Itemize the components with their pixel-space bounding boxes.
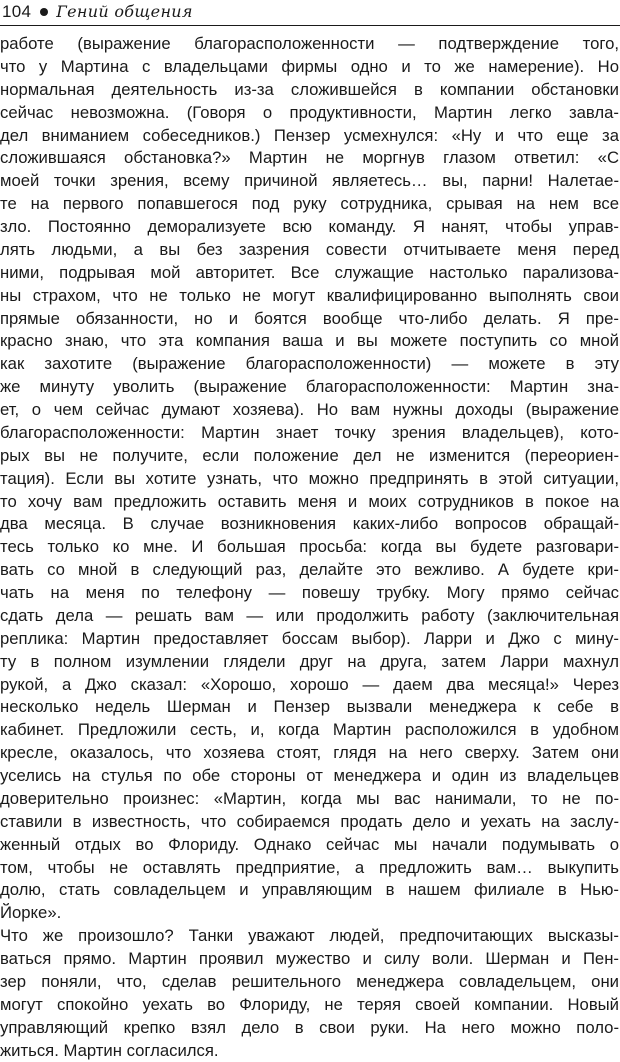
text-line: Йорке».: [0, 902, 619, 925]
text-line: чать на меня по телефону — повешу трубку. Могу прямо сейчас: [0, 582, 619, 605]
text-line: могут спокойно уехать во Флориду, не теряя своей компании. Новый: [0, 994, 619, 1017]
text-line: вать со мной в следующий раз, делайте это вежливо. А будете кри-: [0, 559, 619, 582]
text-line: тация). Если вы хотите узнать, что можно предпринять в этой ситуации,: [0, 468, 619, 491]
text-line: что у Мартина с владельцами фирмы одно и то же намерение). Но: [0, 56, 619, 79]
text-line: житься. Мартин согласился.: [0, 1040, 619, 1062]
text-line: женный отдых во Флориду. Однако сейчас мы начали подумывать о: [0, 834, 619, 857]
text-line: несколько недель Шерман и Пензер вызвали менеджера к себе в: [0, 696, 619, 719]
running-title: Гений общения: [56, 2, 193, 22]
text-line: прямые обязанности, но и боятся вообще что-либо делать. Я пре-: [0, 308, 619, 331]
body-text: [0, 33, 619, 1062]
text-line: моей точки зрения, всему причиной являетесь… вы, парни! Налетае-: [0, 170, 619, 193]
text-line: ними, подрывая мой авторитет. Все служащие настолько парализова-: [0, 262, 619, 285]
bullet-dot-icon: [40, 8, 48, 16]
text-line: долю, стать совладельцем и управляющим в нашем филиале в Нью-: [0, 879, 619, 902]
text-line: зло. Постоянно деморализуете всю команду. Я нанят, чтобы управ-: [0, 216, 619, 239]
text-line: сдать дела — решать вам — или продолжить работу (заключительная: [0, 605, 619, 628]
text-line: красно знаю, что эта компания ваша и вы можете поступить со мной: [0, 330, 619, 353]
text-line: ту в полном изумлении глядели друг на друга, затем Ларри махнул: [0, 651, 619, 674]
text-line: рукой, а Джо сказал: «Хорошо, хорошо — даем два месяца!» Через: [0, 674, 619, 697]
header-divider: [0, 25, 620, 26]
text-line: лять людьми, а вы без зазрения совести отчитываете меня перед: [0, 239, 619, 262]
text-line: те на первого попавшегося под руку сотрудника, срывая на нем все: [0, 193, 619, 216]
text-line: как захотите (выражение благорасположенности) — можете в эту: [0, 353, 619, 376]
text-line: дел вниманием собеседников.) Пензер усмехнулся: «Ну и что еще за: [0, 125, 619, 148]
text-line: работе (выражение благорасположенности — подтверждение того,: [0, 33, 619, 56]
page-header: [0, 0, 620, 26]
text-line: то хочу вам предложить оставить меня и моих сотрудников в покое на: [0, 491, 619, 514]
text-line: уселись на стулья по обе стороны от менеджера и один из владельцев: [0, 765, 619, 788]
text-line: благорасположенности: Мартин знает точку зрения владельцев), кото-: [0, 422, 619, 445]
text-line: ны страхом, что не только не могут квалифицированно выполнять свои: [0, 285, 619, 308]
text-line: том, чтобы не оставлять предприятие, а предложить вам… выкупить: [0, 857, 619, 880]
text-line: доверительно произнес: «Мартин, когда мы вас нанимали, то не по-: [0, 788, 619, 811]
text-line: кабинет. Предложили сесть, и, когда Мартин расположился в удобном: [0, 719, 619, 742]
text-line: же минуту уволить (выражение благорасположенности: Мартин зна-: [0, 376, 619, 399]
text-line: реплика: Мартин предоставляет боссам выбор). Ларри и Джо с мину-: [0, 628, 619, 651]
text-line: сложившаяся обстановка?» Мартин не моргнув глазом ответил: «С: [0, 147, 619, 170]
text-line: нормальная деятельность из-за сложившейся в компании обстановки: [0, 79, 619, 102]
text-line: ет, о чем сейчас думают хозяева). Но вам нужны доходы (выражение: [0, 399, 619, 422]
text-line: Что же произошло? Танки уважают людей, предпочитающих высказы-: [0, 925, 619, 948]
text-line: кресле, оказалось, что хозяева стоят, глядя на него сверху. Затем они: [0, 742, 619, 765]
header-row: [2, 2, 193, 22]
text-line: сейчас невозможна. (Говоря о продуктивности, Мартин легко завла-: [0, 102, 619, 125]
text-line: ставили в известность, что собираемся продать дело и уехать на заслу-: [0, 811, 619, 834]
text-line: два месяца. В случае возникновения каких-либо вопросов обращай-: [0, 513, 619, 536]
text-line: ваться прямо. Мартин проявил мужество и силу воли. Шерман и Пен-: [0, 948, 619, 971]
text-line: управляющий крепко взял дело в свои руки. На него можно поло-: [0, 1017, 619, 1040]
text-line: рых вы не получите, если положение дел не изменится (переориен-: [0, 445, 619, 468]
page-number: 104: [2, 2, 31, 22]
text-line: зер поняли, что, сделав решительного менеджера совладельцем, они: [0, 971, 619, 994]
text-line: тесь только ко мне. И большая просьба: когда вы будете разговари-: [0, 536, 619, 559]
